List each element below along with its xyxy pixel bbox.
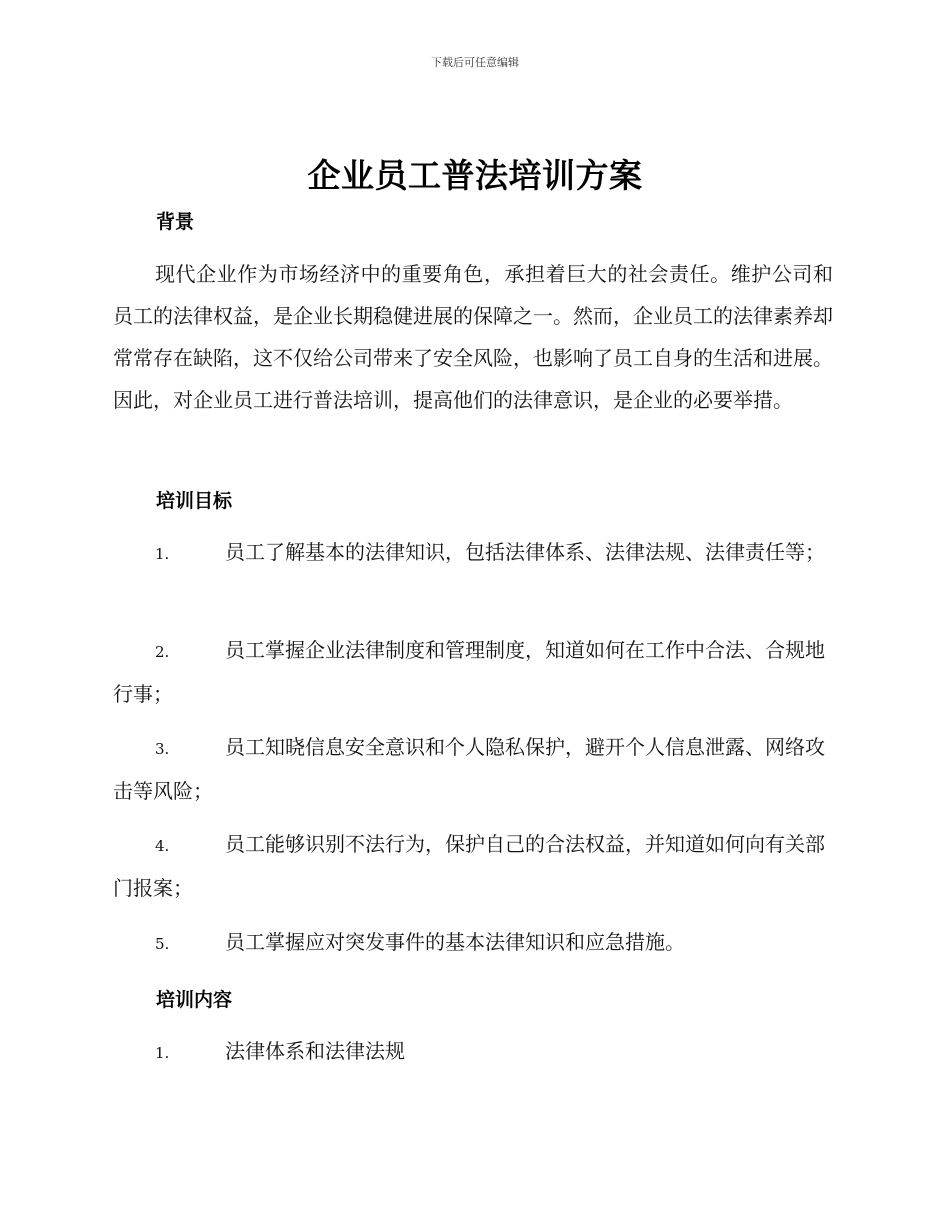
list-item bbox=[113, 823, 833, 909]
list-item-number: 3. bbox=[155, 740, 170, 758]
list-item bbox=[113, 1030, 833, 1074]
list-item-number: 1. bbox=[155, 1044, 170, 1062]
list-item-number: 4. bbox=[155, 837, 170, 855]
list-item bbox=[113, 726, 833, 812]
list-item-number: 5. bbox=[155, 935, 170, 953]
list-item-text: 员工了解基本的法律知识，包括法律体系、法律法规、法律责任等； bbox=[225, 540, 825, 564]
list-item bbox=[113, 531, 833, 575]
page-header: 下载后可任意编辑 bbox=[431, 56, 519, 69]
list-item-text: 员工知晓信息安全意识和个人隐私保护，避开个人信息泄露、网络攻击等风险； bbox=[113, 735, 825, 803]
list-item bbox=[113, 629, 833, 715]
list-item-text: 员工掌握企业法律制度和管理制度，知道如何在工作中合法、合规地行事； bbox=[113, 638, 825, 706]
list-item bbox=[113, 921, 833, 965]
section-heading-goals: 培训目标 bbox=[156, 490, 233, 512]
list-item-text: 员工掌握应对突发事件的基本法律知识和应急措施。 bbox=[225, 930, 685, 954]
background-paragraph: 现代企业作为市场经济中的重要角色，承担着巨大的社会责任。维护公司和员工的法律权益，是企业长期稳健进展的保障之一。然而，企业员工的法律素养却常常存在缺陷，这不仅给公司带来了安全风险，也影响了员工自身的生活和进展。因此，对企业员工进行普法培训，提高他们的法律意识，是企业的必要举措。 bbox=[113, 262, 833, 412]
section-heading-content: 培训内容 bbox=[156, 989, 233, 1011]
list-item-number: 2. bbox=[155, 643, 170, 661]
list-item-number: 1. bbox=[155, 545, 170, 563]
list-item-text: 法律体系和法律法规 bbox=[225, 1039, 405, 1063]
list-item-text: 员工能够识别不法行为，保护自己的合法权益，并知道如何向有关部门报案； bbox=[113, 832, 825, 900]
section-heading-background: 背景 bbox=[156, 211, 195, 233]
document-title: 企业员工普法培训方案 bbox=[307, 156, 643, 195]
